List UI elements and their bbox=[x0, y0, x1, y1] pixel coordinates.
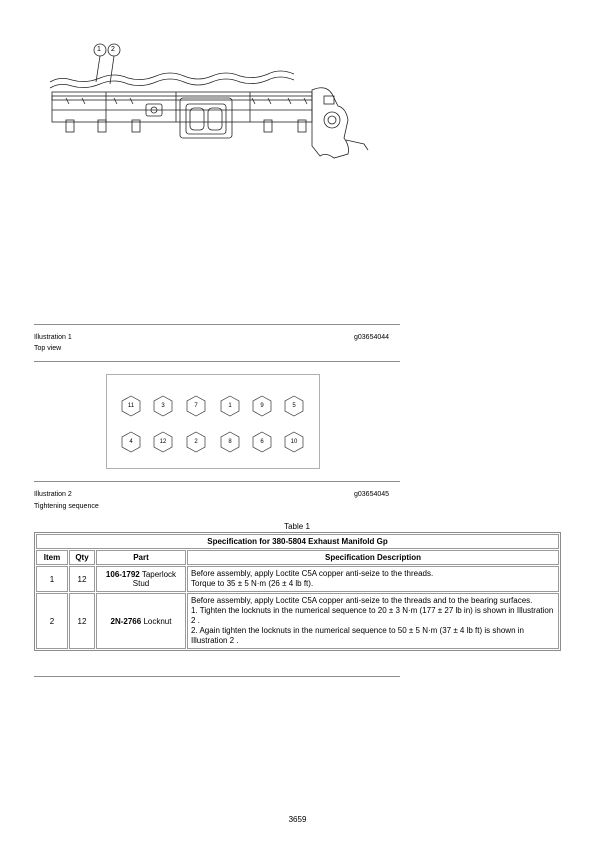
divider bbox=[34, 481, 400, 482]
divider bbox=[34, 676, 400, 677]
cell-description bbox=[187, 566, 559, 592]
header-description: Specification Description bbox=[187, 550, 559, 565]
illustration1-id: g03654044 bbox=[354, 334, 390, 341]
table-row bbox=[36, 593, 559, 649]
illustration2-caption: Tightening sequence bbox=[34, 503, 99, 510]
header-item: Item bbox=[36, 550, 68, 565]
cell-item: 2 bbox=[36, 593, 68, 649]
nut-number: 6 bbox=[260, 439, 264, 445]
callout-1: 1 bbox=[97, 46, 101, 53]
nut-marker bbox=[219, 431, 241, 453]
nut-number: 3 bbox=[161, 403, 165, 409]
cell-description bbox=[187, 593, 559, 649]
callout-2: 2 bbox=[111, 46, 115, 53]
description-line: 2. Again tighten the locknuts in the numerical sequence to 50 ± 5 N·m (37 ± 4 lb ft) is shown in Illustration 2 . bbox=[191, 626, 524, 645]
table-row bbox=[36, 566, 559, 592]
description-line: Before assembly, apply Loctite C5A copper anti-seize to the threads. bbox=[191, 569, 434, 578]
illustration2-id: g03654045 bbox=[354, 491, 390, 498]
nut-marker bbox=[251, 431, 273, 453]
header-qty: Qty bbox=[69, 550, 95, 565]
description-line: Before assembly, apply Loctite C5A copper anti-seize to the threads and to the bearing surfaces. bbox=[191, 596, 533, 605]
nut-marker bbox=[219, 395, 241, 417]
part-name: Taperlock Stud bbox=[132, 570, 177, 588]
part-number: 2N-2766 bbox=[110, 616, 142, 626]
cell-item: 1 bbox=[36, 566, 68, 592]
nut-marker bbox=[251, 395, 273, 417]
nut-marker bbox=[152, 395, 174, 417]
divider bbox=[34, 361, 400, 362]
nut-number: 2 bbox=[194, 439, 198, 445]
nut-number: 9 bbox=[260, 403, 264, 409]
nut-number: 8 bbox=[228, 439, 232, 445]
description-line: 1. Tighten the locknuts in the numerical sequence to 20 ± 3 N·m (177 ± 27 lb in) is shown in Illustration 2 . bbox=[191, 606, 554, 625]
nut-number: 7 bbox=[194, 403, 198, 409]
table-title: Specification for 380-5804 Exhaust Manifold Gp bbox=[36, 534, 559, 549]
cell-qty: 12 bbox=[69, 593, 95, 649]
table-caption: Table 1 bbox=[284, 522, 310, 531]
nut-number: 11 bbox=[127, 403, 135, 409]
illustration-tightening-sequence bbox=[106, 374, 320, 469]
description-line: Torque to 35 ± 5 N·m (26 ± 4 lb ft). bbox=[191, 579, 314, 588]
nut-marker bbox=[120, 431, 142, 453]
nut-marker bbox=[152, 431, 174, 453]
nut-marker bbox=[283, 395, 305, 417]
page-number: 3659 bbox=[288, 815, 307, 824]
cell-qty: 12 bbox=[69, 566, 95, 592]
divider bbox=[34, 324, 400, 325]
cell-part bbox=[96, 566, 186, 592]
part-number: 106-1792 bbox=[105, 570, 140, 579]
nut-marker bbox=[185, 431, 207, 453]
nut-number: 4 bbox=[129, 439, 133, 445]
nut-marker bbox=[120, 395, 142, 417]
nut-number: 5 bbox=[292, 403, 296, 409]
part-name: Locknut bbox=[143, 616, 172, 626]
nut-number: 10 bbox=[290, 439, 298, 445]
nut-marker bbox=[283, 431, 305, 453]
header-part: Part bbox=[96, 550, 186, 565]
nut-marker bbox=[185, 395, 207, 417]
nut-number: 1 bbox=[228, 403, 232, 409]
cell-part bbox=[96, 593, 186, 649]
nut-number: 12 bbox=[159, 439, 167, 445]
illustration1-caption: Top view bbox=[34, 345, 62, 352]
illustration1-label: Illustration 1 bbox=[34, 334, 72, 341]
illustration2-label: Illustration 2 bbox=[34, 491, 72, 498]
exhaust-manifold-drawing bbox=[36, 40, 386, 165]
spec-table bbox=[34, 532, 561, 651]
illustration-top-view bbox=[36, 40, 386, 165]
